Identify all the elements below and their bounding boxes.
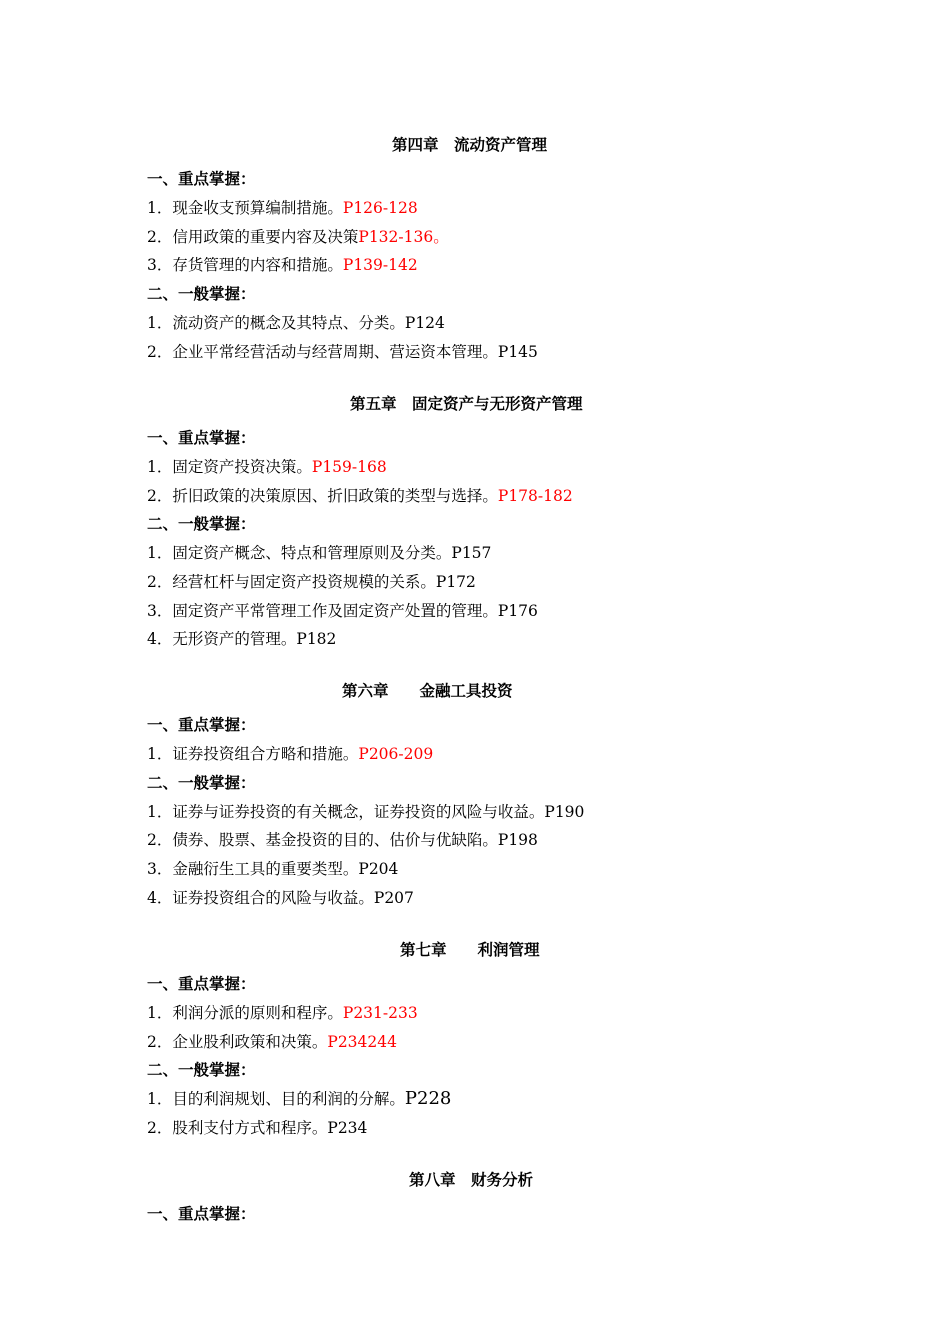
- list-item: 1．现金收支预算编制措施。P126-128: [147, 199, 418, 217]
- section-heading: 二、一般掌握：: [147, 773, 256, 792]
- list-item: 2．折旧政策的决策原因、折旧政策的类型与选择。P178-182: [147, 486, 573, 505]
- list-item: 1．流动资产的概念及其特点、分类。P124: [147, 314, 445, 333]
- chapter-7: [147, 940, 807, 1143]
- list-item: 2．企业股利政策和决策。P234244: [147, 1032, 397, 1051]
- page-ref: P206-209: [358, 745, 434, 763]
- page-ref: P228: [404, 1088, 452, 1110]
- section-heading: 一、重点掌握：: [147, 975, 256, 993]
- list-item: 1．利润分派的原则和程序。P231-233: [147, 1004, 418, 1022]
- list-item: 1．固定资产概念、特点和管理原则及分类。P157: [147, 544, 492, 563]
- page-ref: P126-128: [342, 199, 418, 217]
- list-item: 1．证券与证券投资的有关概念，证券投资的风险与收益。P190: [147, 802, 585, 821]
- page-ref: P178-182: [497, 486, 573, 505]
- list-item: 3．固定资产平常管理工作及固定资产处置的管理。P176: [147, 601, 538, 620]
- list-item: 1．证券投资组合方略和措施。P206-209: [147, 745, 434, 763]
- page-ref: P139-142: [342, 256, 418, 275]
- list-item: 4．无形资产的管理。P182: [147, 630, 337, 649]
- page-ref: P124: [404, 314, 445, 333]
- chapter-6: [147, 681, 807, 912]
- page-ref: P234244: [327, 1032, 397, 1051]
- list-item: 1．目的利润规划、目的利润的分解。P228: [147, 1088, 452, 1110]
- section-heading: 一、重点掌握：: [147, 429, 256, 447]
- chapter-4: [147, 135, 807, 366]
- list-item: 2．企业平常经营活动与经营周期、营运资本管理。P145: [147, 342, 538, 361]
- list-item: 3．存货管理的内容和措施。P139-142: [147, 256, 418, 275]
- chapter-title: 第四章 流动资产管理: [392, 136, 548, 154]
- list-item: 1．固定资产投资决策。P159-168: [147, 458, 387, 476]
- list-item: 2．债券、股票、基金投资的目的、估价与优缺陷。P198: [147, 831, 538, 850]
- page-ref: P159-168: [311, 458, 387, 476]
- page-ref: P234: [327, 1119, 368, 1138]
- page-ref: P190: [544, 802, 585, 821]
- section-heading: 一、重点掌握：: [147, 1205, 256, 1223]
- page-ref: P176: [497, 601, 538, 620]
- page-ref: P157: [451, 544, 492, 563]
- list-item: 4．证券投资组合的风险与收益。P207: [147, 888, 414, 907]
- section-heading: 二、一般掌握：: [147, 515, 256, 534]
- list-item: 2．经营杠杆与固定资产投资规模的关系。P172: [147, 573, 476, 592]
- page-ref: P145: [497, 342, 538, 361]
- section-heading: 二、一般掌握：: [147, 285, 256, 304]
- chapter-8: [147, 1170, 807, 1229]
- list-item: 3．金融衍生工具的重要类型。P204: [147, 860, 399, 879]
- chapter-5: [147, 394, 807, 654]
- chapter-title: 第六章 金融工具投资: [342, 682, 513, 700]
- chapter-title: 第七章 利润管理: [400, 941, 540, 959]
- page-ref: P182: [296, 630, 337, 649]
- page-ref: P204: [358, 860, 399, 879]
- page-ref: P231-233: [342, 1004, 418, 1022]
- page-ref: P207: [373, 888, 414, 907]
- section-heading: 一、重点掌握：: [147, 170, 256, 188]
- list-item: 2．股利支付方式和程序。P234: [147, 1119, 368, 1138]
- chapter-title: 第五章 固定资产与无形资产管理: [350, 395, 583, 413]
- section-heading: 二、一般掌握：: [147, 1061, 256, 1080]
- list-item: 2．信用政策的重要内容及决策P132-136。: [147, 227, 449, 246]
- page-ref: P172: [435, 573, 476, 592]
- chapter-title: 第八章 财务分析: [409, 1171, 534, 1189]
- section-heading: 一、重点掌握：: [147, 716, 256, 734]
- page-ref: P132-136。: [358, 227, 449, 246]
- page-ref: P198: [497, 831, 538, 850]
